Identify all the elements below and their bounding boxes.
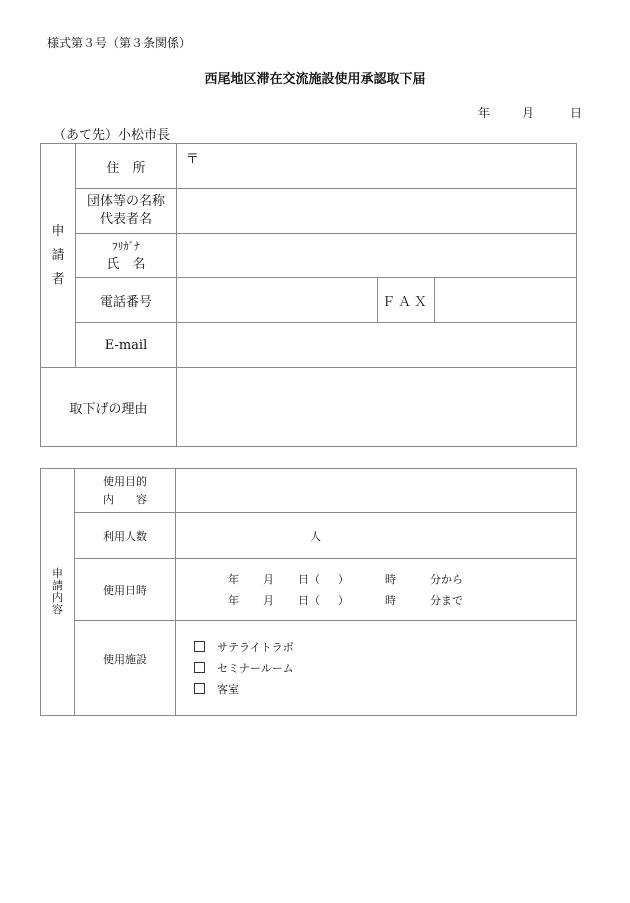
name-label: ﾌﾘｶﾞﾅ 氏 名 [76, 234, 177, 278]
facility-option-seminar-room[interactable]: セミナールーム [194, 658, 576, 679]
facility-field [176, 621, 577, 716]
date-day-label: 日 [570, 106, 583, 120]
date-line [478, 104, 582, 121]
checkbox-icon[interactable] [194, 662, 205, 673]
reason-label: 取下げの理由 [41, 368, 177, 447]
org-name-label: 団体等の名称 代表者名 [76, 189, 177, 234]
phone-label: 電話番号 [76, 278, 177, 323]
datetime-end-row: 年 月 日（ ） 時 分まで [228, 593, 463, 607]
date-year-label: 年 [478, 106, 491, 120]
phone-field[interactable] [177, 278, 378, 323]
postal-mark: 〒 [186, 152, 200, 167]
datetime-field[interactable] [176, 559, 577, 621]
users-label: 利用人数 [75, 513, 176, 559]
facility-option-guest-room[interactable]: 客室 [194, 679, 576, 700]
facility-option-satellite-lab[interactable]: サテライトラボ [194, 637, 576, 658]
fax-field[interactable] [435, 278, 577, 323]
content-group-label: 申 請 内 容 [41, 469, 75, 716]
email-field[interactable] [177, 323, 577, 368]
applicant-group-label: 申 請 者 [41, 144, 76, 368]
date-month-label: 月 [522, 106, 535, 120]
users-unit: 人 [310, 529, 321, 543]
fax-label: ＦＡＸ [378, 278, 435, 323]
org-name-field[interactable] [177, 189, 577, 234]
document-title: 西尾地区滞在交流施設使用承認取下届 [204, 72, 426, 87]
users-field[interactable] [176, 513, 577, 559]
form-number: 様式第３号（第３条関係） [47, 36, 192, 50]
checkbox-icon[interactable] [194, 641, 205, 652]
purpose-field[interactable] [176, 469, 577, 513]
purpose-label: 使用目的 内 容 [75, 469, 176, 513]
addressee: （あて先）小松市長 [53, 128, 171, 143]
furigana-label: ﾌﾘｶﾞﾅ [112, 239, 140, 253]
email-label: E-mail [76, 323, 177, 368]
facility-label: 使用施設 [75, 621, 176, 716]
reason-field[interactable] [177, 368, 577, 447]
checkbox-icon[interactable] [194, 683, 205, 694]
address-field[interactable] [177, 144, 577, 189]
datetime-label: 使用日時 [75, 559, 176, 621]
datetime-start-row: 年 月 日（ ） 時 分から [228, 572, 463, 586]
address-label: 住 所 [76, 144, 177, 189]
application-content-table [40, 468, 577, 716]
name-field[interactable] [177, 234, 577, 278]
applicant-table [40, 143, 577, 447]
